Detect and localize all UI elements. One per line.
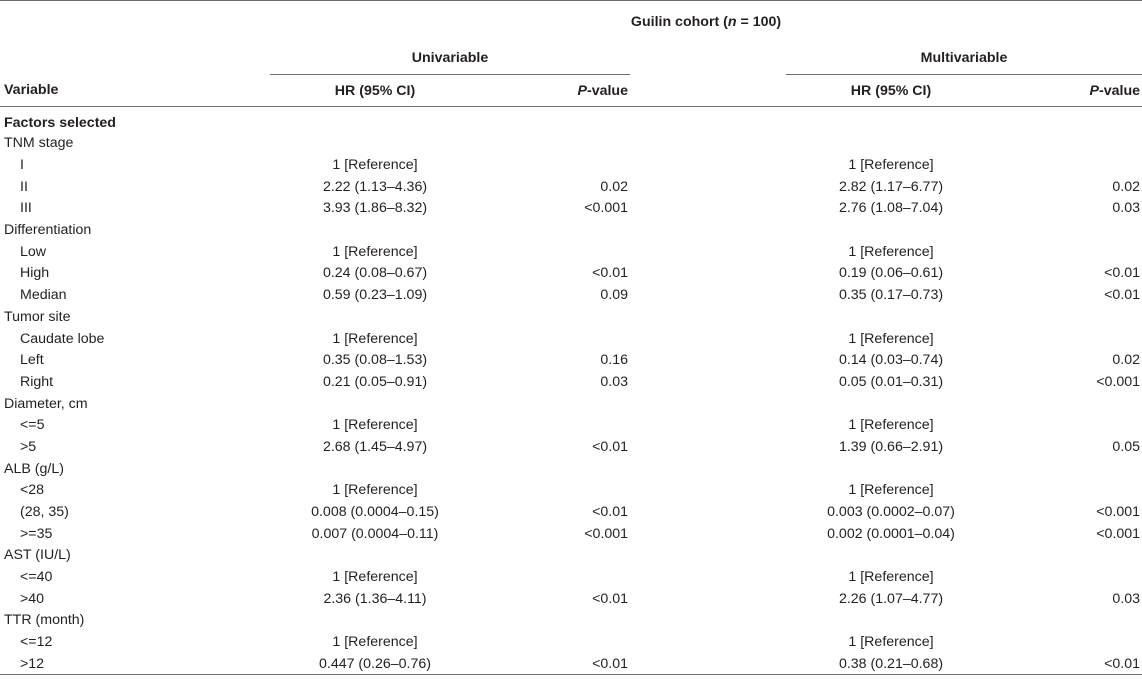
- group-label: TTR (month): [4, 612, 85, 629]
- group-label: Differentiation: [4, 222, 92, 239]
- uni-p-header: P-value: [480, 75, 630, 107]
- variable-header: Variable: [0, 75, 270, 107]
- table-row: (28, 35) 0.008 (0.0004–0.15) <0.01 0.003 (0.0002–0.07) <0.001: [20, 504, 1141, 521]
- table-row: Median 0.59 (0.23–1.09) 0.09 0.35 (0.17–0.73) <0.01: [20, 287, 1141, 304]
- group-label: Diameter, cm: [4, 395, 88, 412]
- table-row: Low 1 [Reference] 1 [Reference]: [20, 243, 934, 260]
- group-label: ALB (g/L): [4, 460, 64, 477]
- table-row: <=40 1 [Reference] 1 [Reference]: [20, 569, 934, 586]
- table-row: >40 2.36 (1.36–4.11) <0.01 2.26 (1.07–4.77) 0.03: [20, 590, 1141, 607]
- group-label: Tumor site: [4, 308, 71, 325]
- univariable-header: Univariable: [270, 43, 630, 75]
- table-row: Left 0.35 (0.08–1.53) 0.16 0.14 (0.03–0.74) 0.02: [20, 352, 1141, 369]
- table-row: Right 0.21 (0.05–0.91) 0.03 0.05 (0.01–0.31) <0.001: [20, 373, 1141, 390]
- cohort-header: Guilin cohort (n = 100): [270, 1, 1142, 43]
- table-row: High 0.24 (0.08–0.67) <0.01 0.19 (0.06–0.61) <0.01: [20, 265, 1141, 282]
- table-row: <=12 1 [Reference] 1 [Reference]: [20, 634, 934, 651]
- table-row: <=5 1 [Reference] 1 [Reference]: [20, 417, 934, 434]
- group-label: TNM stage: [4, 135, 74, 152]
- table-row: I 1 [Reference] 1 [Reference]: [20, 157, 934, 174]
- table-row: Caudate lobe 1 [Reference] 1 [Reference]: [20, 330, 934, 347]
- table-row: III 3.93 (1.86–8.32) <0.001 2.76 (1.08–7.04) 0.03: [20, 200, 1141, 217]
- multi-p-header: P-value: [996, 75, 1142, 107]
- table-row: <28 1 [Reference] 1 [Reference]: [20, 482, 934, 499]
- table-row: II 2.22 (1.13–4.36) 0.02 2.82 (1.17–6.77) 0.02: [20, 178, 1141, 195]
- table-row: >5 2.68 (1.45–4.97) <0.01 1.39 (0.66–2.91) 0.05: [20, 438, 1141, 455]
- multivariable-header: Multivariable: [786, 43, 1142, 75]
- section-title: Factors selected: [4, 114, 116, 131]
- uni-hr-header: HR (95% CI): [270, 75, 480, 107]
- table-row: >=35 0.007 (0.0004–0.11) <0.001 0.002 (0.0001–0.04) <0.001: [20, 525, 1141, 542]
- table-row: >12 0.447 (0.26–0.76) <0.01 0.38 (0.21–0.68) <0.01: [0, 653, 1142, 675]
- group-label: AST (IU/L): [4, 547, 71, 564]
- multi-hr-header: HR (95% CI): [786, 75, 996, 107]
